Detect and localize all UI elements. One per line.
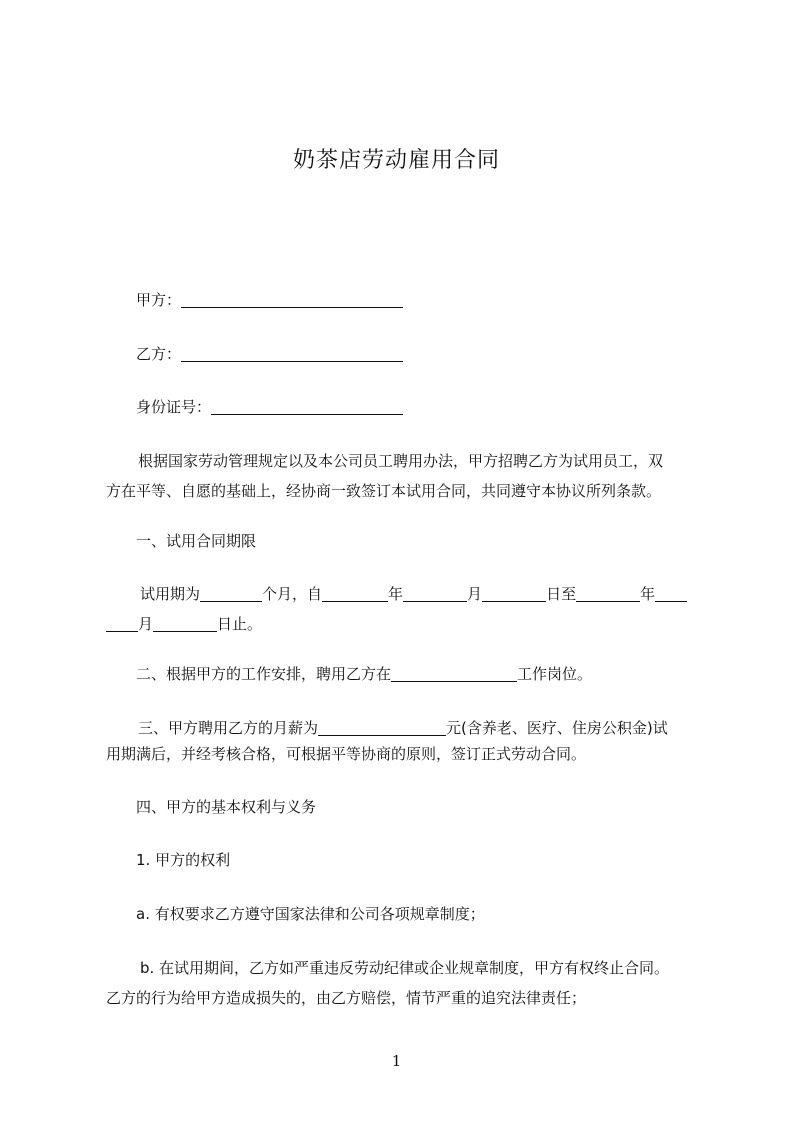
- intro-line-2: 方在平等、自愿的基础上，经协商一致签订本试用合同，共同遵守本协议所列条款。: [106, 482, 662, 500]
- end-day-blank[interactable]: [153, 613, 217, 632]
- trial-text: 年: [640, 585, 656, 603]
- item-a: a. 有权要求乙方遵守国家法律和公司各项规章制度；: [136, 905, 485, 923]
- section-2-text: 二、根据甲方的工作安排，聘用乙方在: [136, 665, 392, 683]
- item-b-line-2: 乙方的行为给甲方造成损失的，由乙方赔偿，情节严重的追究法律责任；: [106, 989, 587, 1007]
- section-3-text: 元(含养老、医疗、住房公积金)试: [446, 719, 668, 737]
- document-title: 奶茶店劳动雇用合同: [292, 148, 500, 173]
- trial-text: 日至: [546, 585, 577, 603]
- trial-text: 试用期为: [140, 585, 201, 603]
- id-number-blank[interactable]: [211, 396, 403, 415]
- page-number: 1: [391, 1052, 402, 1070]
- trial-text: 日止。: [217, 615, 263, 633]
- trial-period-line-2: [106, 608, 706, 640]
- party-a-label: 甲方：: [136, 291, 182, 309]
- party-b-label: 乙方：: [136, 345, 182, 363]
- trial-period-line-1: [140, 578, 740, 610]
- sub-section-1-heading: 1. 甲方的权利: [136, 851, 231, 869]
- item-b-line-1: b. 在试用期间，乙方如严重违反劳动纪律或企业规章制度，甲方有权终止合同。: [140, 959, 670, 977]
- party-a-blank[interactable]: [181, 289, 403, 308]
- party-b-blank[interactable]: [181, 343, 403, 362]
- section-1-heading: 一、试用合同期限: [136, 532, 257, 550]
- section-2-text: 工作岗位。: [517, 665, 593, 683]
- end-month-blank-part1[interactable]: [655, 583, 687, 602]
- start-month-blank[interactable]: [403, 583, 467, 602]
- job-position-blank[interactable]: [391, 663, 517, 682]
- trial-months-blank[interactable]: [200, 583, 262, 602]
- trial-text: 年: [388, 585, 404, 603]
- section-3-text: 三、甲方聘用乙方的月薪为: [138, 719, 319, 737]
- party-a-line: [136, 284, 736, 316]
- trial-text: 个月，自: [262, 585, 323, 603]
- section-4-heading: 四、甲方的基本权利与义务: [136, 798, 317, 816]
- trial-text: 月: [467, 585, 483, 603]
- section-2-line: [136, 658, 736, 690]
- trial-text: 月: [138, 615, 154, 633]
- end-month-blank-part2[interactable]: [106, 613, 138, 632]
- intro-line-1: 根据国家劳动管理规定以及本公司员工聘用办法，甲方招聘乙方为试用员工，双: [138, 452, 664, 470]
- party-b-line: [136, 338, 736, 370]
- monthly-salary-blank[interactable]: [318, 717, 446, 736]
- start-year-blank[interactable]: [322, 583, 388, 602]
- id-number-label: 身份证号：: [136, 398, 212, 416]
- id-number-line: [136, 391, 736, 423]
- end-year-blank[interactable]: [576, 583, 640, 602]
- start-day-blank[interactable]: [482, 583, 546, 602]
- section-3-line-2: 用期满后，并经考核合格，可根据平等协商的原则，签订正式劳动合同。: [106, 745, 587, 763]
